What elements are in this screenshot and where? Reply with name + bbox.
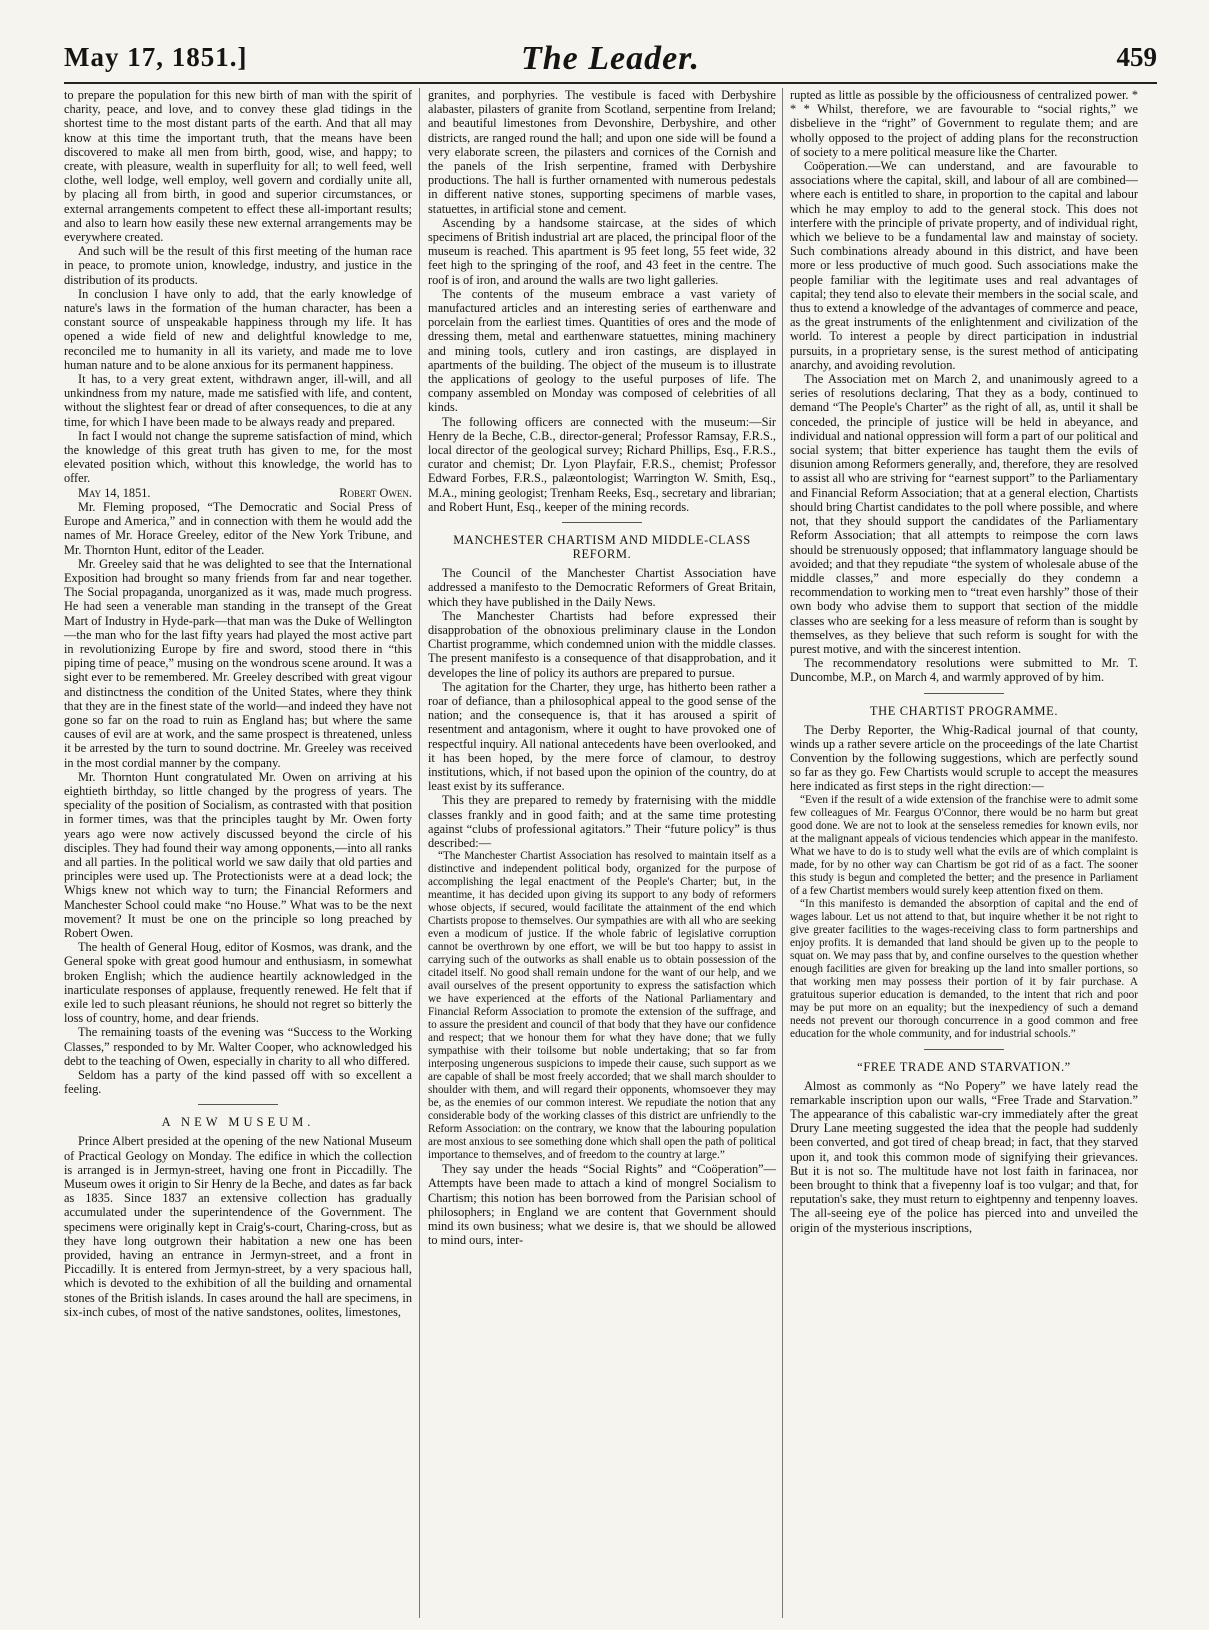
section-divider [198,1104,278,1105]
column-rule-1 [419,88,420,1618]
paragraph: They say under the heads “Social Rights” and “Coöperation”—Attempts have been made to attach a kind of mongrel Socialism to Chartism; this notion has been borrowed from the Parisian school of philosophers; in England we are content that Government should mind its own business; what we desire is, that we should be allowed to mind ours, inter- [428,1162,776,1248]
paragraph: Coöperation.—We can understand, and are favourable to associations where the capital, skill, and labour of all are combined—where each is entitled to share, in proportion to the capital and labour which he may employ to add to the general stock. This does not interfere with the principle of private property, and of individual right, which we believe to be a fundamental law and mainstay of society. Such combinations already abound in this district, and have been more or less productive of much good. Such associations make the people familiar with the legitimate uses and real advantages of capital; they tend also to elevate their members in the social scale, and thus to extend a knowledge of the advantages of commerce and peace, as the great instruments of the enlightenment and civilization of the world. To interest a people by direct participation in industrial pursuits, in a proprietary sense, is the surest method of anticipating anarchy, and avoiding revolution. [790,159,1138,372]
paragraph: Prince Albert presided at the opening of the new National Museum of Practical Geology on Monday. The edifice in which the collection is arranged is in Jermyn-street, having one front in Piccadilly. The Museum owes it origin to Sir Henry de la Beche, and dates as far back as 1835. Since 1837 an extensive collection has gradually accumulated under the superintendence of the Government. The specimens were originally kept in Craig's-court, Charing-cross, but as they have long outgrown their habitation a new one has been provided, having an entrance in Jermyn-street, and a front in Piccadilly. It is entered from Jermyn-street, by a very spacious hall, which is devoted to the exhibition of all the building and ornamental stones of the British islands. In cases around the hall are specimens, in six-inch cubes, of most of the native sandstones, oolites, limestones, [64,1134,412,1319]
paragraph: granites, and porphyries. The vestibule is faced with Derbyshire alabaster, pilasters of granite from Scotland, serpentine from Ireland; and beautiful limestones from Devonshire, Derbyshire, and other districts, are ranged round the hall; and upon one side will be found a very elaborate screen, the pilasters and cornices of the Cornish and the panels of the Irish serpentine, framed with Derbyshire productions. The hall is further ornamented with numerous pedestals in different native stones, supporting specimens of marble vases, statuettes, in artificial stone and cement. [428,88,776,216]
paragraph: Mr. Greeley said that he was delighted to see that the International Exposition had brought so many friends from far and near together. The Social propaganda, unorganized as it was, made much progress. He had seen a venerable man standing in the transept of the Great Mart of Industry in Hyde-park—that man was the Duke of Wellington—the man who for the last fifty years had played the most active part in revolutionizing Europe by fire and sword, stood there in “this piping time of peace,” musing on the wondrous scene around. It was a sight ever to be remembered. Mr. Greeley described with great vigour and distinctness the condition of the United States, where they think that they are in the finest state of the world—and indeed they have not gone so far on the road to ruin as England has; but where the same causes of evil are at work, and the same prospect is threatened, unless it be arrested by the turn to sound doctrine. Mr. Greeley was received in the most cordial manner by the company. [64,556,412,770]
issue-date: May 17, 1851.] [64,42,248,72]
signature-line [64,486,412,500]
paragraph: The recommendatory resolutions were submitted to Mr. T. Duncombe, M.P., on March 4, and warmly approved of by him. [790,656,1138,685]
paragraph: And such will be the result of this first meeting of the human race in peace, to promote union, knowledge, industry, and justice in the distribution of its products. [64,244,412,287]
paragraph: In fact I would not change the supreme satisfaction of mind, which the knowledge of this great truth has given to me, for the most elevated position which, without this knowledge, the world has to offer. [64,428,412,486]
quoted-passage: “The Manchester Chartist Association has resolved to maintain itself as a distinctive and independent political body, organized for the purpose of accomplishing the legal enactment of the People's Charter; but, in the meantime, it has decided upon giving its support to any body of reformers whose objects, if secured, would facilitate the attainment of the end which Chartists propose to themselves. Our sympathies are with all who are seeking even a modicum of justice. If the whole fabric of legislative corruption cannot be overthrown by one effort, we will be but too happy to assist in carrying such of the outworks as shall enable us to obtain possession of the citadel itself. No good shall remain undone for the want of our help, and we avail ourselves of the present opportunity to express the satisfaction which we have experienced at the efforts of the National Parliamentary and Financial Reform Association to promote the extension of the suffrage, and to assure the president and council of that body that they have our confidence and respect; that we honour them for what they have done; that we fully sympathise with their toilsome but noble undertaking; that so far from interposing ungenerous suspicions to impede their cause, such support as we are capable of shall be most freely accorded; that we shall march shoulder to shoulder with them, and will regard their opponents, whomsoever they may be, as the enemies of our common interest. We repudiate the notion that any considerable body of the working classes of this district are unfriendly to the Reform Association: on the contrary, we know that the labouring population are most anxious to see something done which shall open the path of political importance to themselves, and of freedom to the country at large.” [428,850,776,1162]
paragraph: In conclusion I have only to add, that the early knowledge of nature's laws in the formation of the human character, has been a constant source of unspeakable happiness through my life. It has opened a wide field of new and delightful knowledge to me, reconciled me to humanity in all its variety, and made me to love human nature and to be alone anxious for its permanent happiness. [64,286,412,372]
signature-name: Robert Owen. [339,485,412,500]
section-divider [562,522,642,523]
column-rule-2 [782,88,783,1618]
paragraph: The Council of the Manchester Chartist Association have addressed a manifesto to the Democratic Reformers of Great Britain, which they have published in the Daily News. [428,566,776,609]
newspaper-title: The Leader. [520,40,701,77]
masthead [64,40,1157,84]
paragraph: The health of General Houg, editor of Kosmos, was drank, and the General spoke with great good humour and enthusiasm, in somewhat broken English; which the audience heartily acknowledged in the inarticulate responses of applause, frequently renewed. He felt that if exile led to such pleasant réunions, he should not regret so bitterly the loss of country, home, and dear friends. [64,940,412,1026]
paragraph: Almost as commonly as “No Popery” we have lately read the remarkable inscription upon our walls, “Free Trade and Starvation.” The appearance of this cabalistic war-cry immediately after the great Drury Lane meeting suggested the idea that the people had suddenly been converted, and got tired of cheap bread; in fact, that they starved upon it, and took this common mode of signifying their grievances. But it is not so. The multitude have not lost faith in farinacea, nor been brought to think that a fivepenny loaf is too vulgar; and that, for reputation's sake, they must return to eightpenny and tenpenny loaves. The all-seeing eye of the police has pierced into and unveiled the origin of the mysterious inscriptions, [790,1078,1138,1235]
paragraph: Mr. Thornton Hunt congratulated Mr. Owen on arriving at his eightieth birthday, so little changed by the progress of years. The speciality of the position of Socialism, as contrasted with that position in former times, was that the principles taught by Mr. Owen forty years ago were now actively discussed beyond the circle of his disciples. They had found their way among opponents,—into all ranks and all parties. In the political world we saw daily that old parties and principles were used up. The Protectionists were at a dead lock; the Whigs knew not which way to turn; the Financial Reformers and Manchester School could make “no House.” What was to be the next movement? It must be one on the principle so long preached by Robert Owen. [64,769,412,940]
paragraph: The following officers are connected with the museum:—Sir Henry de la Beche, C.B., director-general; Professor Ramsay, F.R.S., local director of the geological survey; Richard Phillips, Esq., F.R.S., curator and chemist; Dr. Lyon Playfair, F.R.S., chemist; Professor Edward Forbes, F.R.S., palæontologist; Warrington W. Smith, Esq., M.A., mining geologist; Trenham Reeks, Esq., secretary and librarian; and Robert Hunt, Esq., keeper of the mining records. [428,414,776,514]
quoted-passage: “Even if the result of a wide extension of the franchise were to admit some few colleagues of Mr. Feargus O'Connor, there would be no harm but great good done. We are not to look at the senseless remedies for known evils, nor at the malignant appeals of vicious tendencies which appear in the manifesto. What we have to do is to study well what the evils are of which complaint is made, for by no other way can Chartism be got rid of as a fact. The sooner this study is begun and completed the better; and the presence in Parliament of a few Chartist members would surely keep attention fixed on them. [790,793,1138,897]
paragraph: It has, to a very great extent, withdrawn anger, ill-will, and all unkindness from my nature, made me satisfied with life, and content, without the slightest fear or dread of after consequences, to die at any time, for which I have been made to be always ready and prepared. [64,372,412,429]
paragraph: The Manchester Chartists had before expressed their disapprobation of the obnoxious preliminary clause in the London Chartist programme, which condemned union with the middle classes. The present manifesto is a consequence of that disapprobation, and it developes the line of policy its authors are prepared to pursue. [428,608,776,680]
paragraph: Ascending by a handsome staircase, at the sides of which specimens of British industrial art are placed, the principal floor of the museum is reached. This apartment is 95 feet long, 55 feet wide, 32 feet high to the springing of the roof, and 43 feet in the centre. The roof is of iron, and around the walls are two light galleries. [428,215,776,287]
paragraph: The agitation for the Charter, they urge, has hitherto been rather a roar of defiance, than a philosophical appeal to the good sense of the nation; and the consequence is, that it has aroused a spirit of resentment and antagonism, where it ought to have provoked one of respectful inquiry. All national antecedents have been overlooked, and it has been hoped, by the mere force of clamour, to destroy institutions, which, if not based upon the opinion of the country, do at least exist by its sufferance. [428,679,776,794]
article-heading: “FREE TRADE AND STARVATION.” [857,1059,1071,1074]
paragraph: Mr. Fleming proposed, “The Democratic and Social Press of Europe and America,” and in connection with them he would add the names of Mr. Horace Greeley, editor of the New York Tribune, and Mr. Thornton Hunt, editor of the Leader. [64,499,412,557]
column-1 [64,88,412,1618]
article-heading: THE CHARTIST PROGRAMME. [869,703,1059,718]
quoted-passage: “In this manifesto is demanded the absorption of capital and the end of wages labour. Let us not attend to that, but inquire whether it be not right to give greater facilities to the wages-receiving class to form partnerships and enjoy profits. It is demanded that land should be given up to the people to squat on. We may pass that by, and confine ourselves to the question whether enough facilities are given for breaking up the land into smaller portions, so that working men may possess their portion of it by fair purchase. A gratuitous superior education is demanded, to the intent that rich and poor may be put more on an equality; but the inexpediency of such a demand needs not prevent our thorough concurrence in a good common and free education for the whole community, and for industrial schools.” [790,897,1138,1040]
column-2 [428,88,776,1618]
section-divider [924,1049,1004,1050]
page-number: 459 [1116,42,1157,72]
paragraph: The Derby Reporter, the Whig-Radical journal of that county, winds up a rather severe article on the proceedings of the late Chartist Convention by the following suggestions, which are perfectly sound so far as they go. Few Chartists would scruple to accept the measures here indicated as first steps in the right direction:— [790,722,1138,794]
paragraph: The remaining toasts of the evening was “Success to the Working Classes,” responded to by Mr. Walter Cooper, who acknowledged his debt to the teaching of Owen, especially in charity to all who differed. [64,1025,412,1068]
signature-date: May 14, 1851. [78,485,151,500]
article-heading: A NEW MUSEUM. [161,1115,315,1130]
paragraph: to prepare the population for this new birth of man with the spirit of charity, peace, and love, and to convey these glad tidings in the shortest time to the most distant parts of the earth. And that all may know at this time the important truth, that the means have been discovered to make all men from birth, good, wise, and happy; to create, with pleasure, wealth in superfluity for all; to well feed, well clothe, well lodge, well employ, well govern and cordially unite all, by placing all from birth, in good and superior circumstances, or external arrangements competent to effect these all-important results; and also to learn how easily these new external arrangements may be everywhere created. [64,88,412,245]
section-divider [924,693,1004,694]
paragraph: rupted as little as possible by the officiousness of centralized power. * * * Whilst, therefore, we are favourable to “social rights,” we disbelieve in the “right” of Government to regulate them; and are wholly opposed to the project of adding plans for the reconstruction of society to a mere political measure like the Charter. [790,88,1138,159]
paragraph: The contents of the museum embrace a vast variety of manufactured articles and an interesting series of earthenware and porcelain from the earliest times. Quantities of ores and the mode of dressing them, metal and earthenware statuettes, mining machinery and mining tools, cutlery and iron castings, are displayed in apartments of the building. The object of the museum is to illustrate the applications of geology to the useful purposes of life. The company assembled on Monday was composed of celebrities of all kinds. [428,286,776,415]
paragraph: The Association met on March 2, and unanimously agreed to a series of resolutions declaring, That they as a body, continued to demand “The People's Charter” as the right of all, as, until it shall be conceded, the principle of justice will be held in abeyance, and individual and national oppression will form a part of our political and social system; that bitter experience has taught them the evils of disunion among Reformers generally, and, therefore, they are resolved to assist all who are striving for “earnest support” to the Parliamentary and Financial Reform Association; that at a general election, Chartists should bring Chartist candidates to the poll where possible, and where not, that they should support the candidates of the Parliamentary Reform Association; that all attempts to reimpose the corn laws should be strenuously opposed; that inflammatory language should be avoided; and that they repudiate “the system of wholesale abuse of the middle classes,” and more especially do they condemn a recommendation to working men to “treat even harshly” those of their own body who advise them to support that section of the middle classes who are seeking for a less measure of reform than is sought by themselves, as they believe that such reform is sought for with the purest motive, and with the sincerest intention. [790,372,1138,656]
column-3 [790,88,1138,1618]
paragraph: This they are prepared to remedy by fraternising with the middle classes frankly and in good faith; and at the same time protesting against “clubs of professional agitators.” Their “future policy” is thus described:— [428,793,776,850]
paragraph: Seldom has a party of the kind passed off with so excellent a feeling. [64,1068,412,1097]
article-heading: MANCHESTER CHARTISM AND MIDDLE-CLASS REFORM. [453,533,751,562]
